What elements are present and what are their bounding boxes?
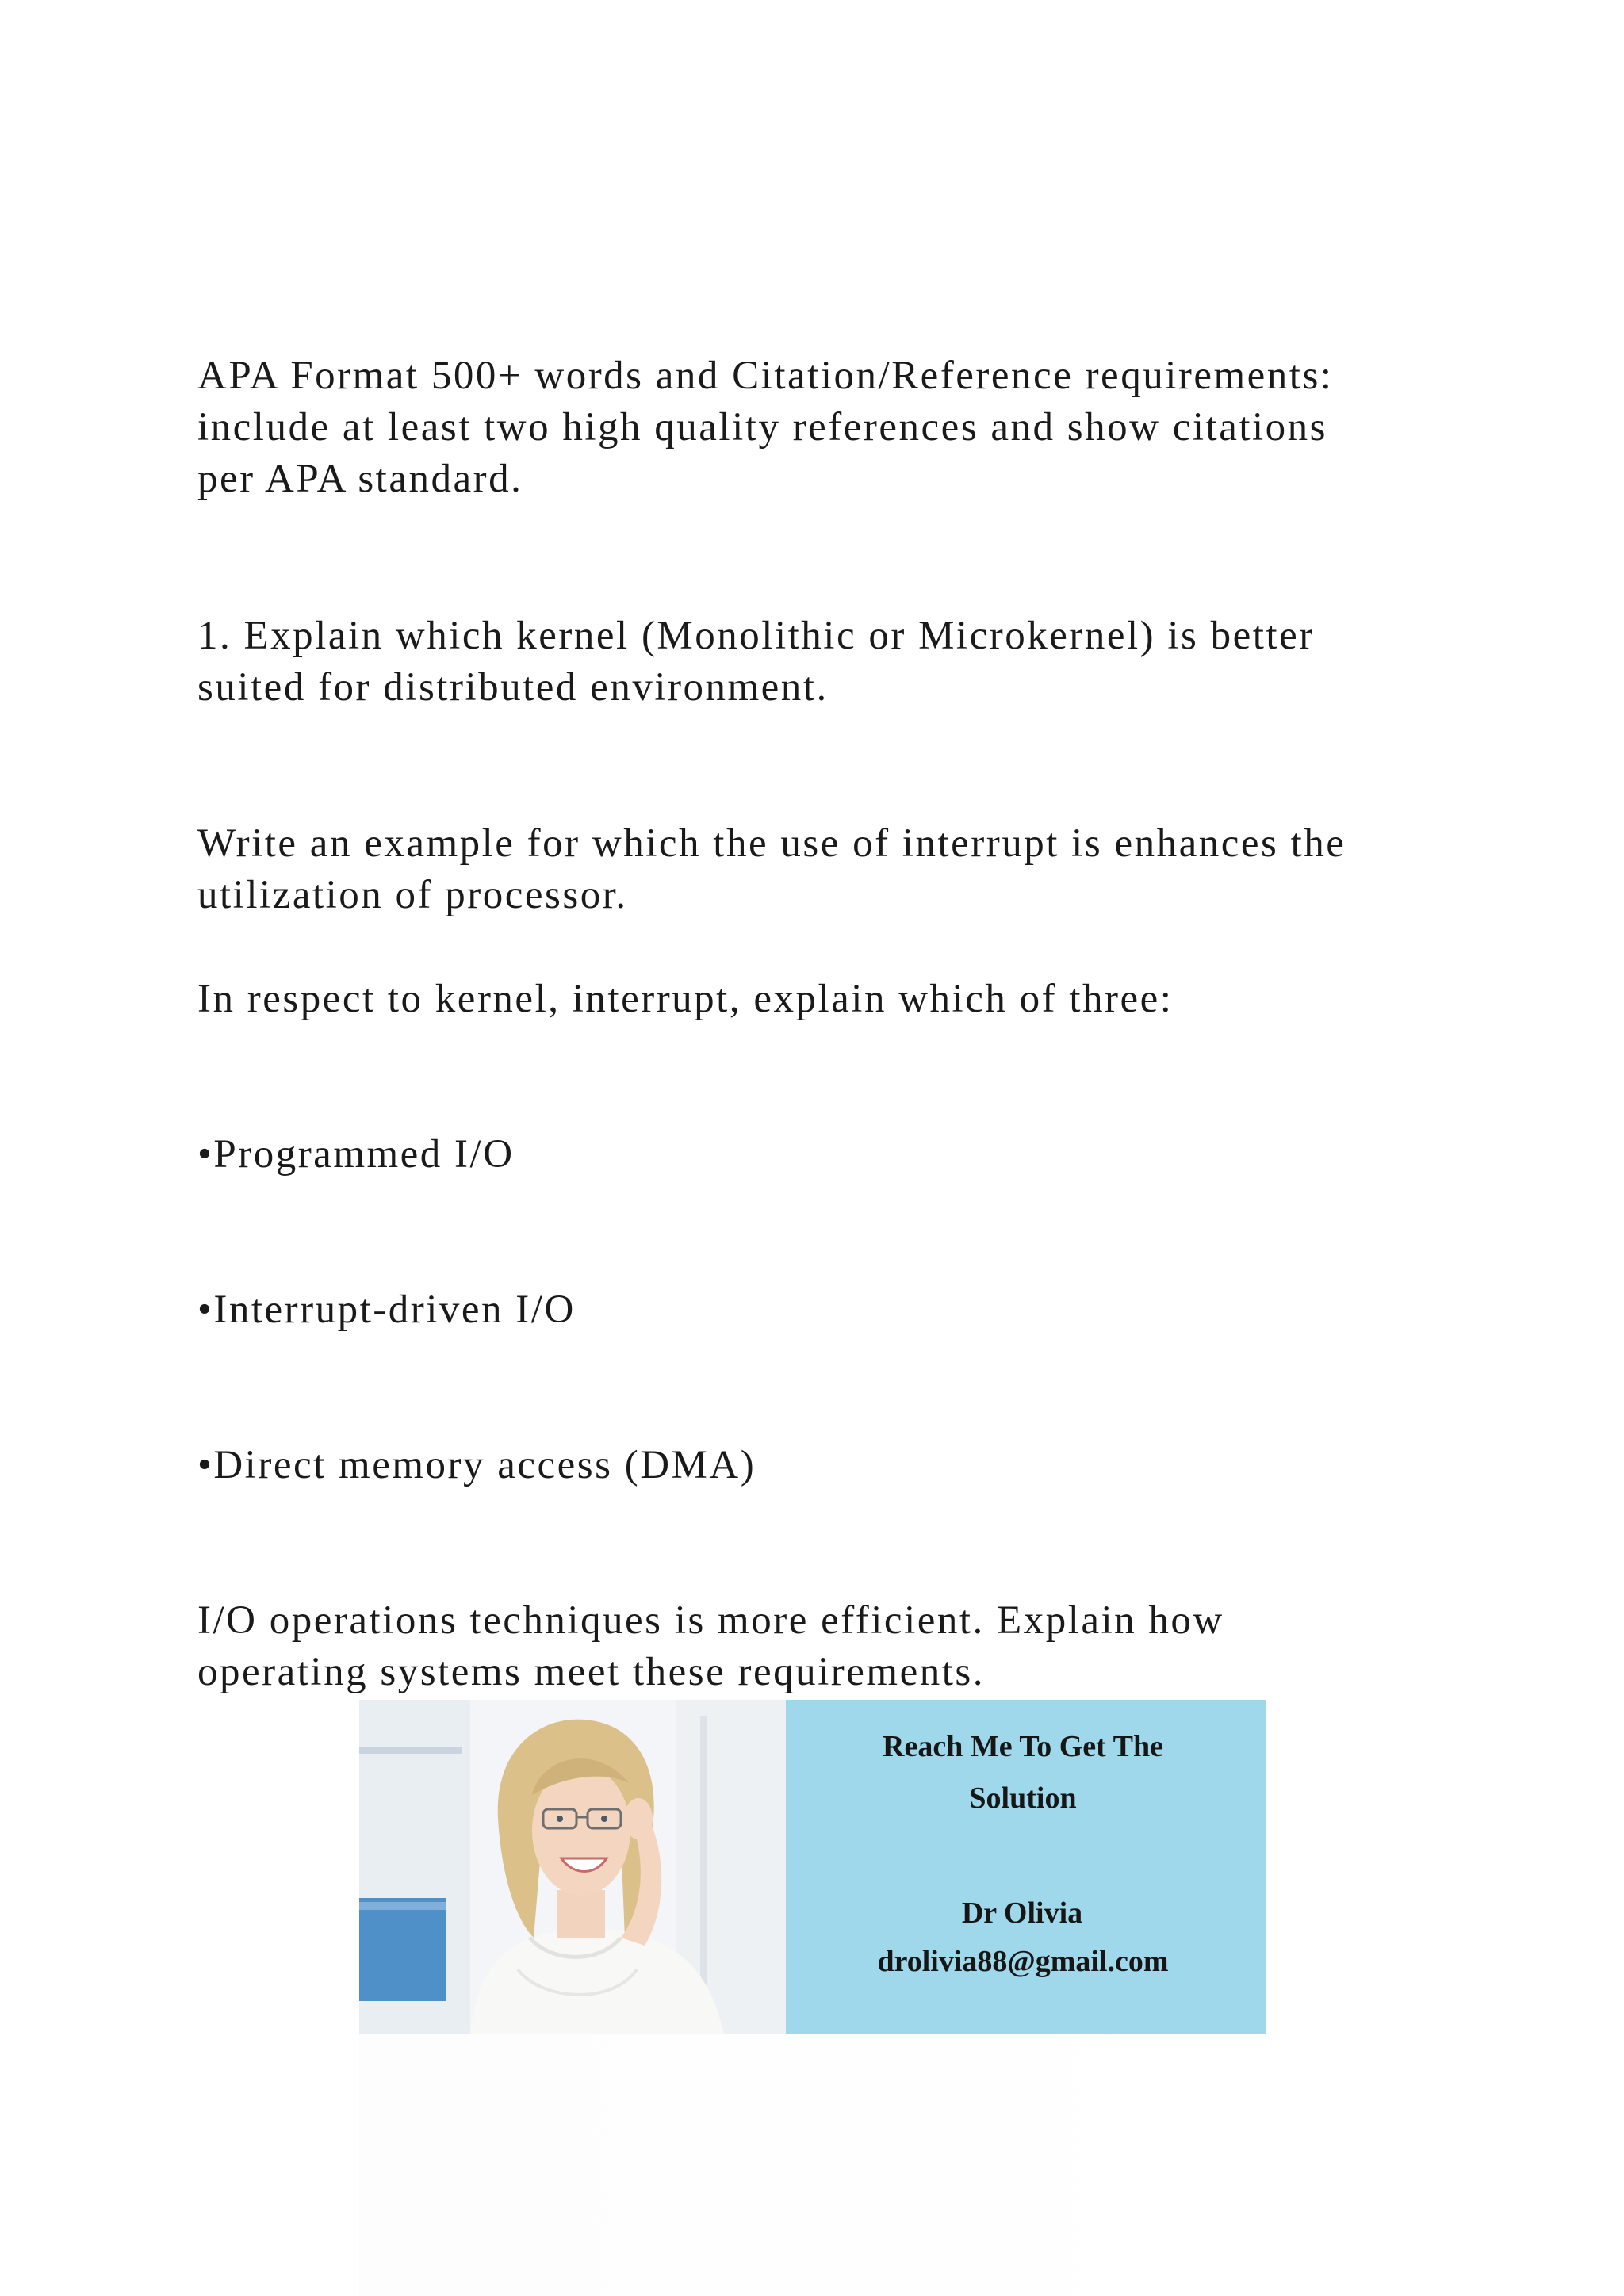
- contact-info-panel: [786, 1700, 1266, 2034]
- text-line: per APA standard.: [197, 457, 523, 501]
- text-line: include at least two high quality references and show citations: [197, 405, 1328, 450]
- woman-photo: [359, 1700, 786, 2034]
- text-line: Write an example for which the use of interrupt is enhances the: [197, 821, 1346, 866]
- contact-name: Dr Olivia: [961, 1896, 1083, 1930]
- banner-heading-line-2: Solution: [969, 1781, 1077, 1815]
- question-1-paragraph: [197, 610, 1315, 714]
- bullet-text: •Direct memory access (DMA): [197, 1443, 756, 1487]
- faint-background-shade: [359, 2034, 1266, 2296]
- bullet-item: [197, 1440, 756, 1491]
- text-line: 1. Explain which kernel (Monolithic or Microkernel) is better: [197, 614, 1315, 658]
- bullet-text: •Interrupt-driven I/O: [197, 1288, 576, 1332]
- contact-banner: [359, 1700, 1266, 2034]
- text-line: APA Format 500+ words and Citation/Reference requirements:: [197, 354, 1334, 398]
- banner-heading-line-1: Reach Me To Get The: [883, 1730, 1163, 1763]
- text-line: utilization of processor.: [197, 873, 628, 917]
- text-line: suited for distributed environment.: [197, 665, 829, 710]
- contact-email: drolivia88@gmail.com: [877, 1945, 1169, 1978]
- text-line: I/O operations techniques is more efficient. Explain how: [197, 1598, 1224, 1643]
- interrupt-example-paragraph: [197, 818, 1346, 921]
- io-techniques-paragraph: [197, 1595, 1224, 1698]
- kernel-interrupt-paragraph: [197, 974, 1173, 1025]
- text-line: In respect to kernel, interrupt, explain which of three:: [197, 977, 1174, 1021]
- woman-illustration: [359, 1700, 786, 2034]
- text-line: operating systems meet these requirements.: [197, 1650, 985, 1694]
- bullet-item: [197, 1129, 515, 1181]
- bullet-text: •Programmed I/O: [197, 1132, 515, 1177]
- requirements-paragraph: [197, 350, 1333, 505]
- bullet-item: [197, 1284, 576, 1336]
